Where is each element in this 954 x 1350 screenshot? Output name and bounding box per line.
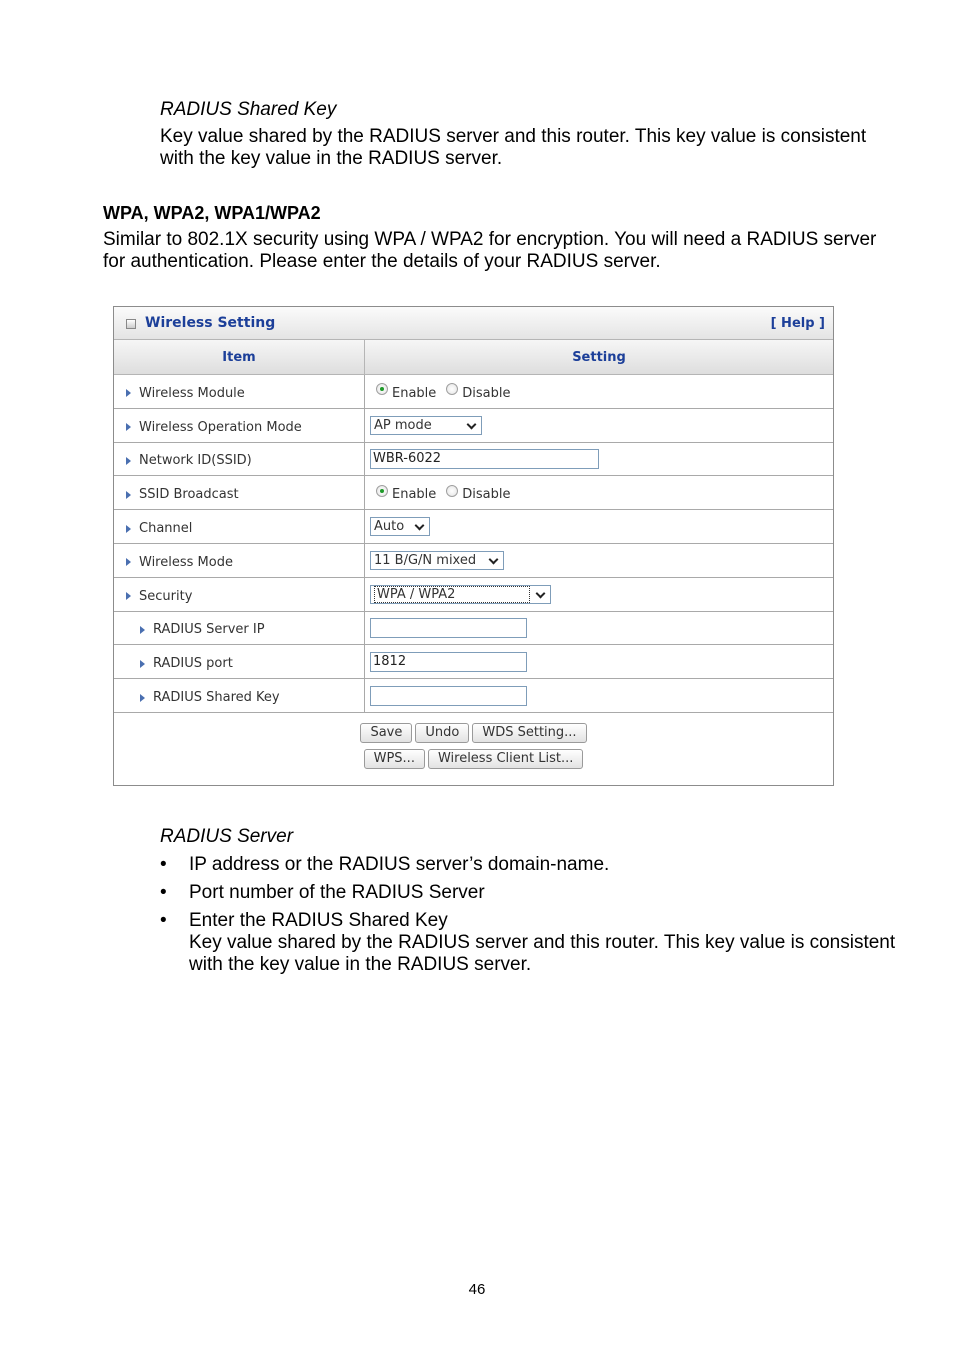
table-header bbox=[114, 340, 833, 375]
bullet-icon: • bbox=[160, 910, 167, 931]
undo-button[interactable]: Undo bbox=[415, 723, 469, 743]
wireless-client-list-button[interactable]: Wireless Client List... bbox=[428, 749, 583, 769]
radius-ip-label: RADIUS Server IP bbox=[153, 622, 265, 638]
channel-label: Channel bbox=[139, 521, 193, 537]
panel-title-bar bbox=[114, 307, 833, 340]
chevron-down-icon bbox=[487, 555, 499, 567]
row-channel bbox=[114, 510, 833, 544]
bullet-icon: • bbox=[160, 882, 167, 903]
panel-title: Wireless Setting bbox=[145, 315, 276, 331]
security-value: WPA / WPA2 bbox=[374, 586, 530, 603]
row-ssid-broadcast bbox=[114, 476, 833, 510]
row-wireless-module bbox=[114, 375, 833, 409]
column-header-setting: Setting bbox=[572, 349, 626, 365]
ssid-input[interactable]: WBR-6022 bbox=[370, 449, 599, 469]
radius-server-bullets bbox=[160, 854, 895, 982]
chevron-down-icon bbox=[413, 521, 425, 533]
security-select[interactable] bbox=[370, 585, 551, 604]
chevron-down-icon bbox=[465, 420, 477, 432]
ssid-broadcast-label: SSID Broadcast bbox=[139, 487, 239, 503]
wpa-section-desc-1: Similar to 802.1X security using WPA / WPA2 for encryption. You will need a RADIUS server bbox=[103, 229, 877, 250]
list-item: • IP address or the RADIUS server’s domain-name. bbox=[160, 854, 610, 875]
wireless-module-enable-radio[interactable] bbox=[376, 383, 388, 395]
wireless-mode-label: Wireless Mode bbox=[139, 554, 233, 570]
arrow-icon bbox=[126, 389, 131, 397]
operation-mode-value: AP mode bbox=[374, 417, 432, 433]
channel-select[interactable] bbox=[370, 517, 430, 536]
radius-port-input[interactable]: 1812 bbox=[370, 652, 527, 672]
operation-mode-label: Wireless Operation Mode bbox=[139, 419, 302, 435]
ssid-label: Network ID(SSID) bbox=[139, 453, 252, 469]
wps-button[interactable]: WPS... bbox=[364, 749, 425, 769]
arrow-icon bbox=[126, 592, 131, 600]
wireless-mode-value: 11 B/G/N mixed bbox=[374, 552, 477, 568]
channel-value: Auto bbox=[374, 519, 405, 535]
arrow-icon bbox=[126, 457, 131, 465]
help-link[interactable]: [ Help ] bbox=[770, 316, 825, 331]
column-header-item: Item bbox=[114, 340, 365, 374]
radius-shared-key-desc-2: with the key value in the RADIUS server. bbox=[160, 148, 503, 169]
list-item: • Enter the RADIUS Shared Key Key value shared by the RADIUS server and this router. This key value is consistent with the key value in the RADIUS server. bbox=[160, 910, 896, 975]
bullet-icon: • bbox=[160, 854, 167, 875]
row-operation-mode bbox=[114, 409, 833, 443]
radius-port-label: RADIUS port bbox=[153, 656, 233, 672]
wpa-section-desc-2: for authentication. Please enter the details of your RADIUS server. bbox=[103, 251, 661, 272]
security-label: Security bbox=[139, 588, 193, 604]
row-ssid bbox=[114, 443, 833, 477]
radius-key-label: RADIUS Shared Key bbox=[153, 690, 280, 706]
row-wireless-mode bbox=[114, 544, 833, 578]
save-button[interactable]: Save bbox=[360, 723, 412, 743]
wpa-section-heading: WPA, WPA2, WPA1/WPA2 bbox=[103, 203, 321, 223]
ssid-broadcast-disable-radio[interactable] bbox=[446, 485, 458, 497]
list-item: • Port number of the RADIUS Server bbox=[160, 882, 485, 903]
arrow-icon bbox=[126, 525, 131, 533]
ssid-broadcast-enable-radio[interactable] bbox=[376, 485, 388, 497]
wireless-module-label: Wireless Module bbox=[139, 385, 245, 401]
ssid-broadcast-enable-label: Enable bbox=[392, 487, 437, 503]
row-radius-key bbox=[114, 679, 833, 713]
page-number: 46 bbox=[468, 1281, 486, 1298]
radius-shared-key-desc-1: Key value shared by the RADIUS server and this router. This key value is consistent bbox=[160, 126, 867, 147]
wireless-mode-select[interactable] bbox=[370, 551, 504, 570]
wireless-module-enable-label: Enable bbox=[392, 385, 437, 401]
wds-setting-button[interactable]: WDS Setting... bbox=[472, 723, 586, 743]
row-security bbox=[114, 578, 833, 612]
arrow-icon bbox=[126, 491, 131, 499]
arrow-icon bbox=[140, 626, 145, 634]
arrow-icon bbox=[140, 694, 145, 702]
radius-key-input[interactable] bbox=[370, 686, 527, 706]
radius-ip-input[interactable] bbox=[370, 618, 527, 638]
arrow-icon bbox=[140, 660, 145, 668]
wireless-module-disable-label: Disable bbox=[462, 385, 511, 401]
arrow-icon bbox=[126, 423, 131, 431]
radius-server-heading: RADIUS Server bbox=[160, 826, 294, 847]
wireless-setting-panel bbox=[113, 306, 834, 786]
row-radius-ip bbox=[114, 612, 833, 646]
panel-box-icon bbox=[126, 319, 136, 329]
operation-mode-select[interactable] bbox=[370, 416, 482, 435]
ssid-broadcast-disable-label: Disable bbox=[462, 487, 511, 503]
button-area bbox=[114, 713, 833, 775]
radius-shared-key-heading: RADIUS Shared Key bbox=[160, 99, 337, 120]
row-radius-port bbox=[114, 645, 833, 679]
wireless-module-disable-radio[interactable] bbox=[446, 383, 458, 395]
arrow-icon bbox=[126, 558, 131, 566]
chevron-down-icon bbox=[534, 589, 546, 601]
